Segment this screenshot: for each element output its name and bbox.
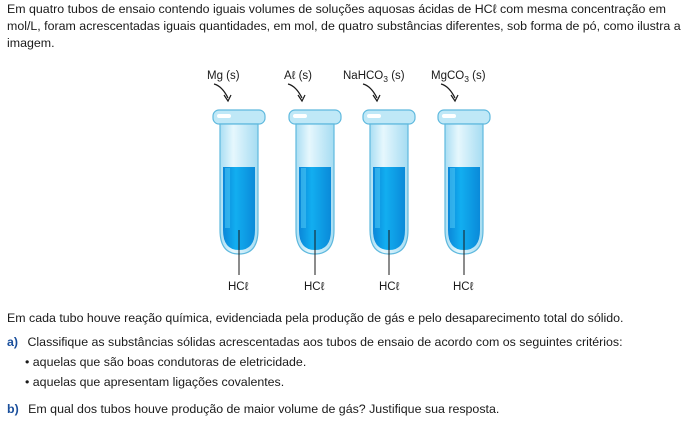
question-b-letter: b) [7, 402, 19, 416]
intro-paragraph: Em quatro tubos de ensaio contendo iguais volumes de soluções aquosas ácidas de HCℓ com mesma concentração em mol/L, foram acrescentadas iguais quantidades, em mol, de quatro substâncias diferentes, sob forma de pó, como ilustra a imagem. [7, 2, 681, 50]
substance-label-4: MgCO$_3$ (s) [431, 70, 486, 84]
arrow-icon [288, 84, 302, 98]
test-tube-1 [207, 70, 265, 293]
test-tube-3 [343, 70, 415, 293]
solution-label-1: HCℓ [228, 281, 249, 293]
solution-label-4: HCℓ [453, 281, 474, 293]
question-a-text: Classifique as substâncias sólidas acrescentadas aos tubos de ensaio de acordo com os seguintes critérios: [27, 335, 623, 349]
substance-label-2: Aℓ (s) [284, 70, 312, 82]
arrow-icon [214, 84, 228, 98]
test-tube-2 [284, 70, 341, 293]
bullet-item-1: • aquelas que são boas condutoras de eletricidade. [25, 355, 307, 369]
test-tube-4 [431, 70, 490, 293]
statement-paragraph: Em cada tubo houve reação química, evidenciada pela produção de gás e pelo desaparecimento total do sólido. [7, 311, 624, 325]
question-b [7, 401, 499, 418]
solution-label-3: HCℓ [379, 281, 400, 293]
question-a [7, 334, 623, 351]
question-b-text: Em qual dos tubos houve produção de maior volume de gás? Justifique sua resposta. [28, 402, 500, 416]
bullet-item-2: • aquelas que apresentam ligações covalentes. [25, 375, 285, 389]
arrow-icon [363, 84, 377, 98]
solution-label-2: HCℓ [304, 281, 325, 293]
arrow-icon [441, 84, 455, 98]
substance-label-1: Mg (s) [207, 70, 240, 82]
question-a-letter: a) [7, 335, 19, 349]
substance-label-3: NaHCO$_3$ (s) [343, 70, 405, 84]
